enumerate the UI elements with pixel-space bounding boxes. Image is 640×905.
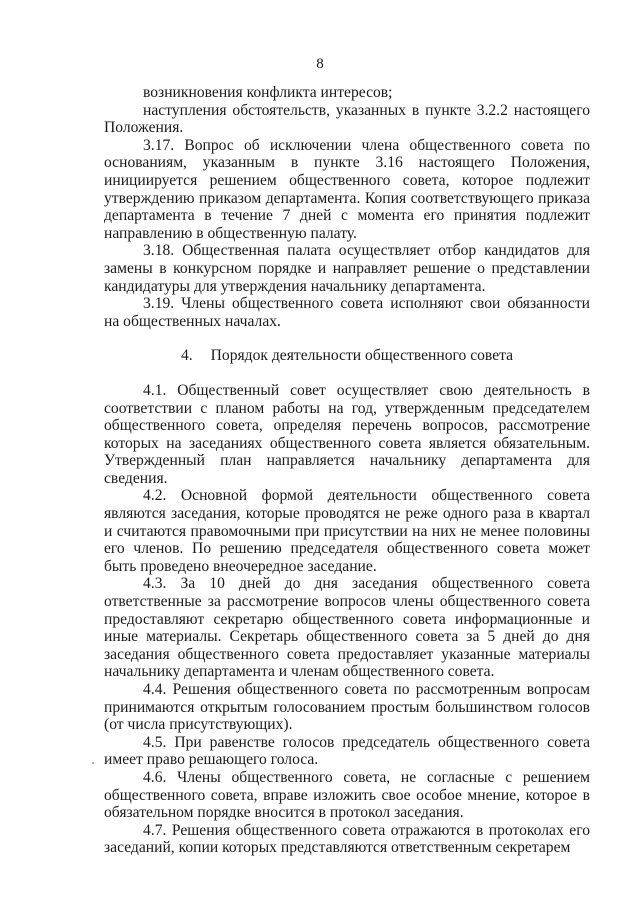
paragraph-3-18: 3.18. Общественная палата осуществляет отбор кандидатов для замены в конкурсном порядке и направляет решение о представлении кандидатуры для утверждения начальнику департамента.	[104, 242, 590, 295]
paragraph-3-17: 3.17. Вопрос об исключении члена общественного совета по основаниям, указанным в пункте 3.16 настоящего Положения, инициируется решением общественного совета, которое подлежит утверждению приказом департамента. Копия соответствующего приказа департамента в течение 7 дней с момента его принятия подлежит направлению в общественную палату.	[104, 136, 590, 242]
paragraph-conflict-of-interest: возникновения конфликта интересов;	[143, 84, 393, 101]
section-title: Порядок деятельности общественного совета	[210, 347, 514, 365]
paragraph-circumstances: наступления обстоятельств, указанных в пункте 3.2.2 настоящего Положения.	[104, 101, 590, 137]
paragraph-4-3: 4.3. За 10 дней до дня заседания общественного совета ответственные за рассмотрение вопросов члены общественного совета предоставляют секретарю общественного совета информационные и иные материалы. Секретарь общественного совета за 5 дней до дня заседания общественного совета предоставляет указанные материалы начальнику департамента и членам общественного совета.	[104, 575, 590, 681]
paragraph-4-2: 4.2. Основной формой деятельности общественного совета являются заседания, которые проводятся не реже одного раза в квартал и считаются правомочными при присутствии на них не менее половины его членов. По решению председателя общественного совета может быть проведено внеочередное заседание.	[104, 487, 590, 575]
scan-dot	[92, 762, 94, 764]
document-body	[104, 84, 590, 857]
page-number: 8	[316, 56, 324, 72]
paragraph-4-6: 4.6. Члены общественного совета, не согласные с решением общественного совета, вправе изложить свое особое мнение, которое в обязательном порядке вносится в протокол заседания.	[104, 768, 590, 822]
paragraph-4-1: 4.1. Общественный совет осуществляет свою деятельность в соответствии с планом работы на год, утвержденным председателем общественного совета, определяя перечень вопросов, рассмотрение которых на заседаниях общественного совета является обязательным. Утвержденный план направляется начальнику департамента для сведения.	[104, 381, 590, 487]
section-heading	[104, 347, 590, 365]
paragraph-4-7: 4.7. Решения общественного совета отражаются в протоколах его заседаний, копии которых представляются ответственным секретарем	[104, 821, 590, 857]
paragraph-4-5: 4.5. При равенстве голосов председатель общественного совета имеет право решающего голоса.	[104, 733, 590, 769]
section-number: 4.	[180, 347, 193, 365]
paragraph-4-4: 4.4. Решения общественного совета по рассмотренным вопросам принимаются открытым голосованием простым большинством голосов (от числа присутствующих).	[104, 681, 590, 734]
paragraph-3-19: 3.19. Члены общественного совета исполняют свои обязанности на общественных началах.	[104, 295, 590, 330]
